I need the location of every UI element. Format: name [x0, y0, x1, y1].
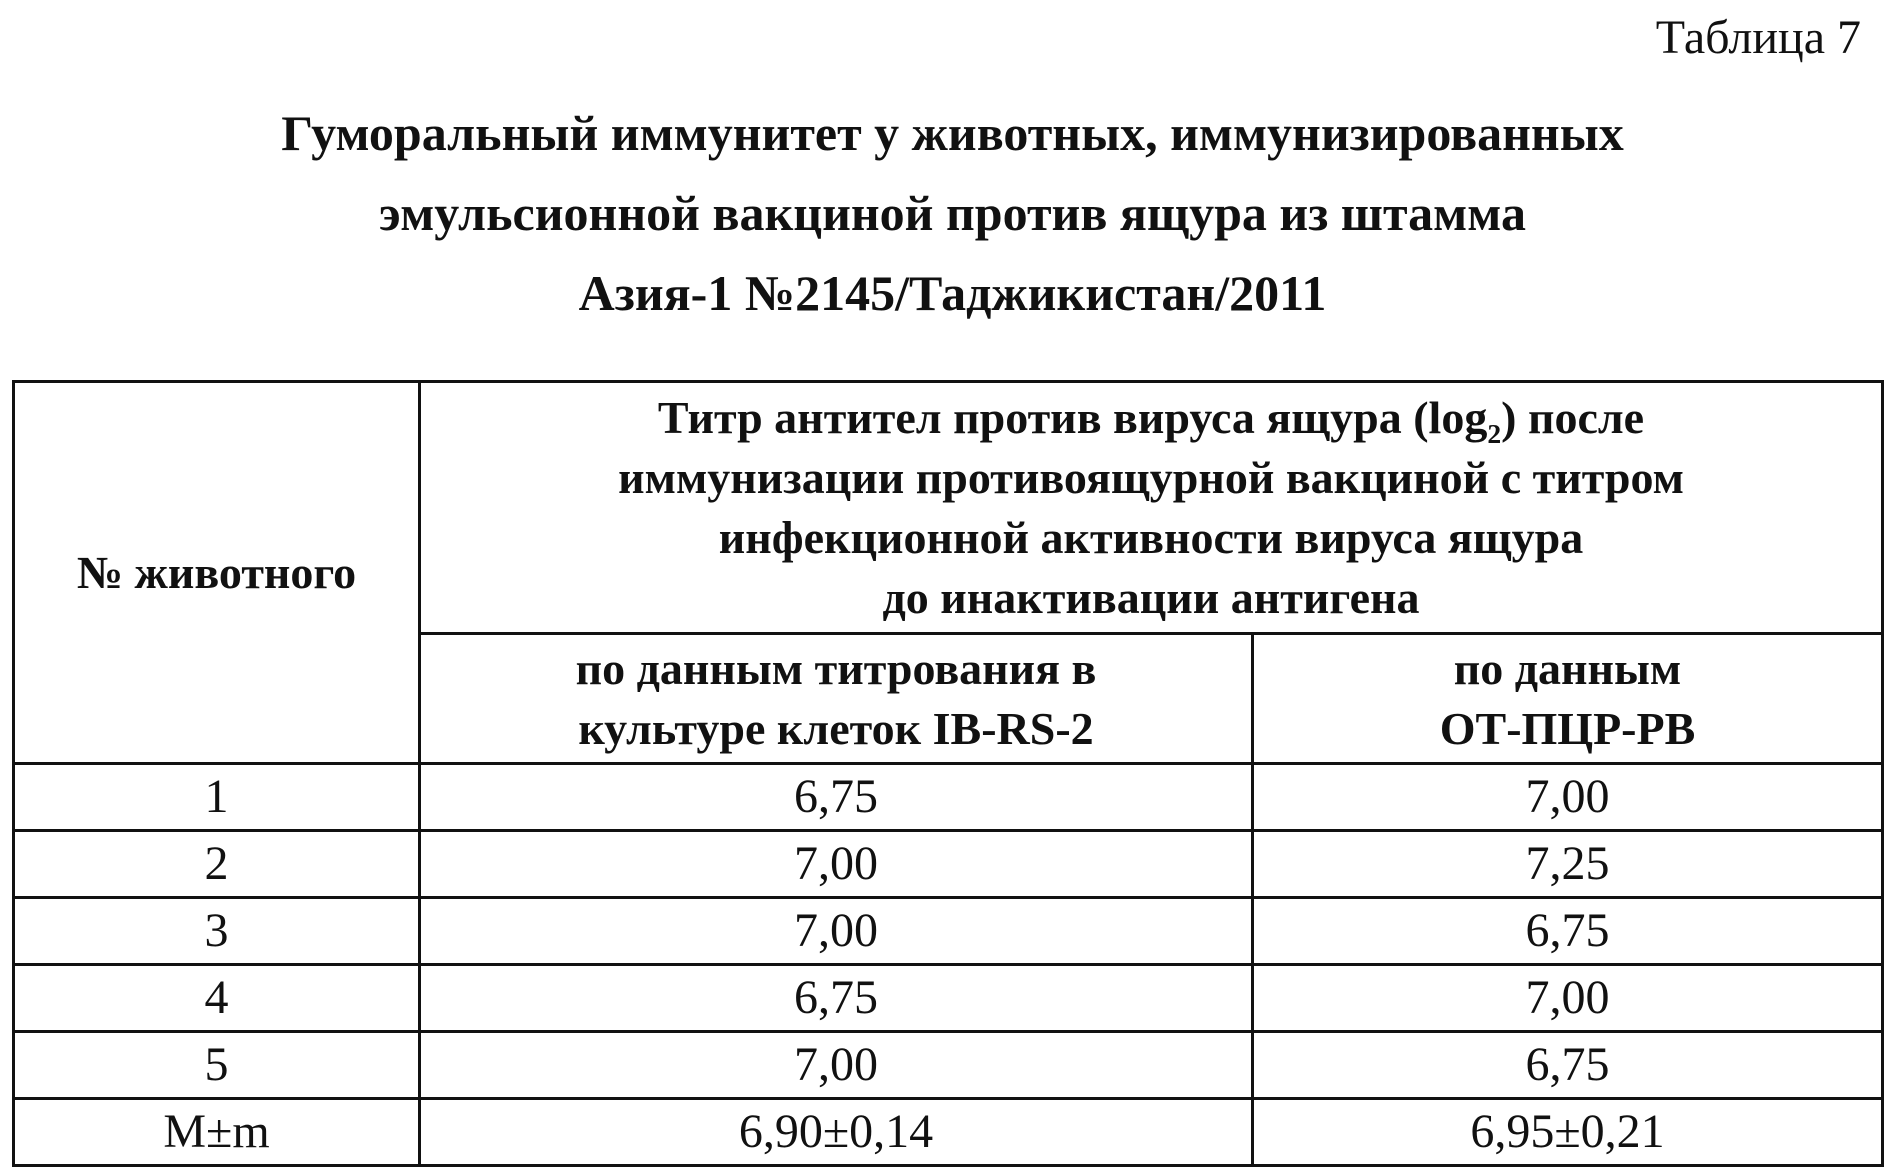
summary-label-cell: M±m [14, 1099, 420, 1166]
cell-culture-titer-cell: 7,00 [420, 898, 1253, 965]
title-line-3: Азия-1 №2145/Таджикистан/2011 [578, 265, 1327, 321]
animal-number-cell: 4 [14, 965, 420, 1032]
rt-pcr-titer-cell: 7,00 [1253, 764, 1883, 831]
titer-group-header-line-2: иммунизации противоящурной вакциной с титром [618, 451, 1684, 503]
rt-pcr-mean-cell: 6,95±0,21 [1253, 1099, 1883, 1166]
rt-pcr-titer-cell: 7,25 [1253, 831, 1883, 898]
animal-number-cell: 3 [14, 898, 420, 965]
table-row [14, 764, 1883, 831]
rt-pcr-titer-cell: 7,00 [1253, 965, 1883, 1032]
cell-culture-mean-cell: 6,90±0,14 [420, 1099, 1253, 1166]
document-title [0, 98, 1889, 338]
rt-pcr-titer-cell: 6,75 [1253, 898, 1883, 965]
titer-group-header-line-1 [421, 388, 1881, 448]
rt-pcr-titer-cell: 6,75 [1253, 1032, 1883, 1099]
animal-number-cell: 2 [14, 831, 420, 898]
summary-row [14, 1099, 1883, 1166]
rt-pcr-header [1253, 634, 1883, 764]
rt-pcr-header-line-2: ОТ-ПЦР-РВ [1439, 702, 1696, 754]
cell-culture-titer-cell: 7,00 [420, 1032, 1253, 1099]
cell-culture-titer-cell: 6,75 [420, 764, 1253, 831]
titer-group-header [420, 382, 1883, 634]
log-base-subscript: 2 [1487, 417, 1502, 449]
title-line-2: эмульсионной вакциной против ящура из штамма [379, 185, 1526, 241]
cell-culture-titer-cell: 6,75 [420, 965, 1253, 1032]
cell-culture-header-line-2: культуре клеток IB-RS-2 [578, 702, 1094, 754]
titer-header-text-after-subscript: ) после [1501, 391, 1645, 443]
titer-group-header-line-3: инфекционной активности вируса ящура [718, 511, 1584, 563]
cell-culture-titration-header [420, 634, 1253, 764]
table-row [14, 1032, 1883, 1099]
title-line-1: Гуморальный иммунитет у животных, иммунизированных [281, 105, 1624, 161]
animal-number-cell: 1 [14, 764, 420, 831]
animal-number-header: № животного [14, 382, 420, 764]
titer-header-text-before-subscript: Титр антител против вируса ящура (log [657, 391, 1488, 443]
cell-culture-header-line-1: по данным титрования в [575, 642, 1097, 694]
animal-number-cell: 5 [14, 1032, 420, 1099]
table-row [14, 898, 1883, 965]
antibody-titer-table [12, 380, 1884, 1167]
cell-culture-titer-cell: 7,00 [420, 831, 1253, 898]
table-row [14, 831, 1883, 898]
table-row [14, 965, 1883, 1032]
rt-pcr-header-line-1: по данным [1453, 642, 1682, 694]
table-number-label: Таблица 7 [1655, 11, 1861, 64]
titer-group-header-line-4: до инактивации антигена [882, 571, 1420, 623]
